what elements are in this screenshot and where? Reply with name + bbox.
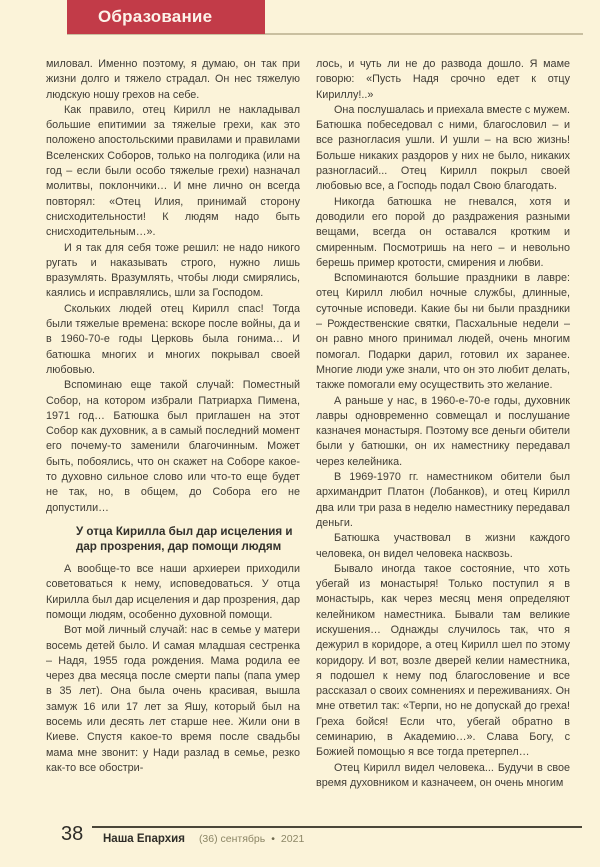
text-column-left (46, 57, 300, 808)
article-body (46, 57, 570, 808)
section-header-label: Образование (98, 7, 213, 26)
paragraph: лось, и чуть ли не до развода дошло. Я маме говорю: «Пусть Надя срочно едет к отцу Кириллу!..» (316, 58, 570, 101)
paragraph: Бывало иногда такое состояние, что хоть убегай из монастыря! Только поступил я в монастырь, как через месяц меня определяют келейником наместника. Бывали там великие искушения… Однажды случилось так, что я дежурил в коридоре, а отец Кирилл шел по этому коридору. И вот, возле дверей келии наместника, я подошел к нему под благословение и все рассказал о своих сомнениях и переживаниях. Он мне ответил так: «Терпи, но не допускай до греха! Греха бойся! Если что, убегай обратно в семинарию, в Академию…». Слава Богу, с Божией помощью я все тогда претерпел… (316, 562, 570, 759)
paragraph: Никогда батюшка не гневался, хотя и доводили его порой до раздражения разными вещами, всегда он оставался кротким и смиренным. Посмотришь на него – и невольно берешь пример кротости, смирения и любви. (316, 195, 570, 269)
paragraph: А вообще-то все наши архиереи приходили советоваться к нему, исповедоваться. У отца Кирилла был дар исцеления и дар прозрения, дар помощи людям, особенно духовной помощи. (46, 563, 300, 621)
publication-title: Наша Епархия (103, 833, 185, 845)
issue-year: 2021 (280, 833, 305, 845)
paragraph: Вспоминаются большие праздники в лавре: отец Кирилл любил ночные службы, длинные, суточные исповеди. Какие бы ни были праздники – Рождественские святки, Пасхальные недели – он равно много принимал людей, очень многим помогал. Подарки дарил, готовил их заранее. Многие люди уже знали, что он это любит делать, также помогали ему осуществить это желание. (316, 272, 570, 392)
paragraph: Вот мой личный случай: нас в семье у матери восемь детей было. И самая младшая сестренка – Надя, 1955 года рождения. Мама родила ее через два месяца после смерти папы (папа умер в 35 лет). Она была очень красивая, вышла замуж 16 или 17 лет за Яшу, который был на восемь или десять лет старше нее. Жили они в Киеве. Спустя какое-то время после свадьбы мама мне звонит: у Нади разлад в семье, резко как-то все обостри- (46, 624, 300, 774)
footer-meta (103, 833, 304, 845)
page-number: 38 (61, 823, 84, 845)
paragraph: Вспоминаю еще такой случай: Поместный Собор, на котором избрали Патриарха Пимена, 1971 год… Батюшка был приглашен на этот Собор как духовник, а в самый последний момент его почему-то заменили благочинным. Может быть, побоялись, что он скажет на Соборе какое-то духовно сильное слово или что-то еще будет не так, но, в общем, до Собора его не допустили… (46, 379, 300, 514)
issue-label: (36) сентябрь (198, 833, 266, 845)
paragraph: А раньше у нас, в 1960-е-70-е годы, духовник лавры одновременно совмещал и послушание казначея монастыря. Поэтому все деньги обители были у батюшки, он их наместнику передавал через келейника. (316, 394, 570, 468)
paragraph: Скольких людей отец Кирилл спас! Тогда были тяжелые времена: вскоре после войны, да и в 1960-70-е годы Церковь была гонима… И батюшка многих и многих покрывал своей любовью. (46, 302, 300, 376)
article-subheading: У отца Кирилла был дар исцеления и дар прозрения, дар помощи людям (76, 524, 293, 553)
paragraph: В 1969-1970 гг. наместником обители был архимандрит Платон (Лобанков), и отец Кирилл два или три раза в неделю наместнику передавал деньги. (316, 471, 570, 529)
paragraph: Батюшка участвовал в жизни каждого человека, он видел человека насквозь. (316, 532, 570, 560)
paragraph: Она послушалась и приехала вместе с мужем. Батюшка побеседовал с ними, благословил – и все разногласия ушли. И ушли – на всю жизнь! Больше никаких раздоров у них не было, никаких разногласий... Отец Кирилл покрыл своей любовью все, а Господь подал Свою благодать. (316, 103, 570, 193)
section-header (67, 0, 265, 34)
bullet-separator: • (271, 833, 275, 845)
paragraph: Отец Кирилл видел человека... Будучи в свое время духовником и казначеем, он очень многим (316, 761, 570, 789)
footer-rule (92, 826, 582, 828)
text-column-right (316, 57, 570, 808)
paragraph: миловал. Именно поэтому, я думаю, он так при жизни долго и тяжело страдал. Он нес тяжелую людскую ношу грехов на себе. (46, 58, 300, 101)
paragraph: И я так для себя тоже решил: не надо никого ругать и наказывать строго, нужно лишь вразумлять. Вразумлять, чтобы люди смирялись, каялись и исправлялись, шли за Господом. (46, 241, 300, 300)
paragraph: Как правило, отец Кирилл не накладывал большие епитимии за тяжелые грехи, как это положено апостольскими правилами и правилами Вселенских Соборов, только на полгодика (или на год – если были особо тяжелые грехи) назначал молитвы, поклончики… И мне лично он всегда повторял: «Отец Илия, принимай сторону снисходительности! К людям надо быть снисходительным…». (46, 103, 300, 239)
